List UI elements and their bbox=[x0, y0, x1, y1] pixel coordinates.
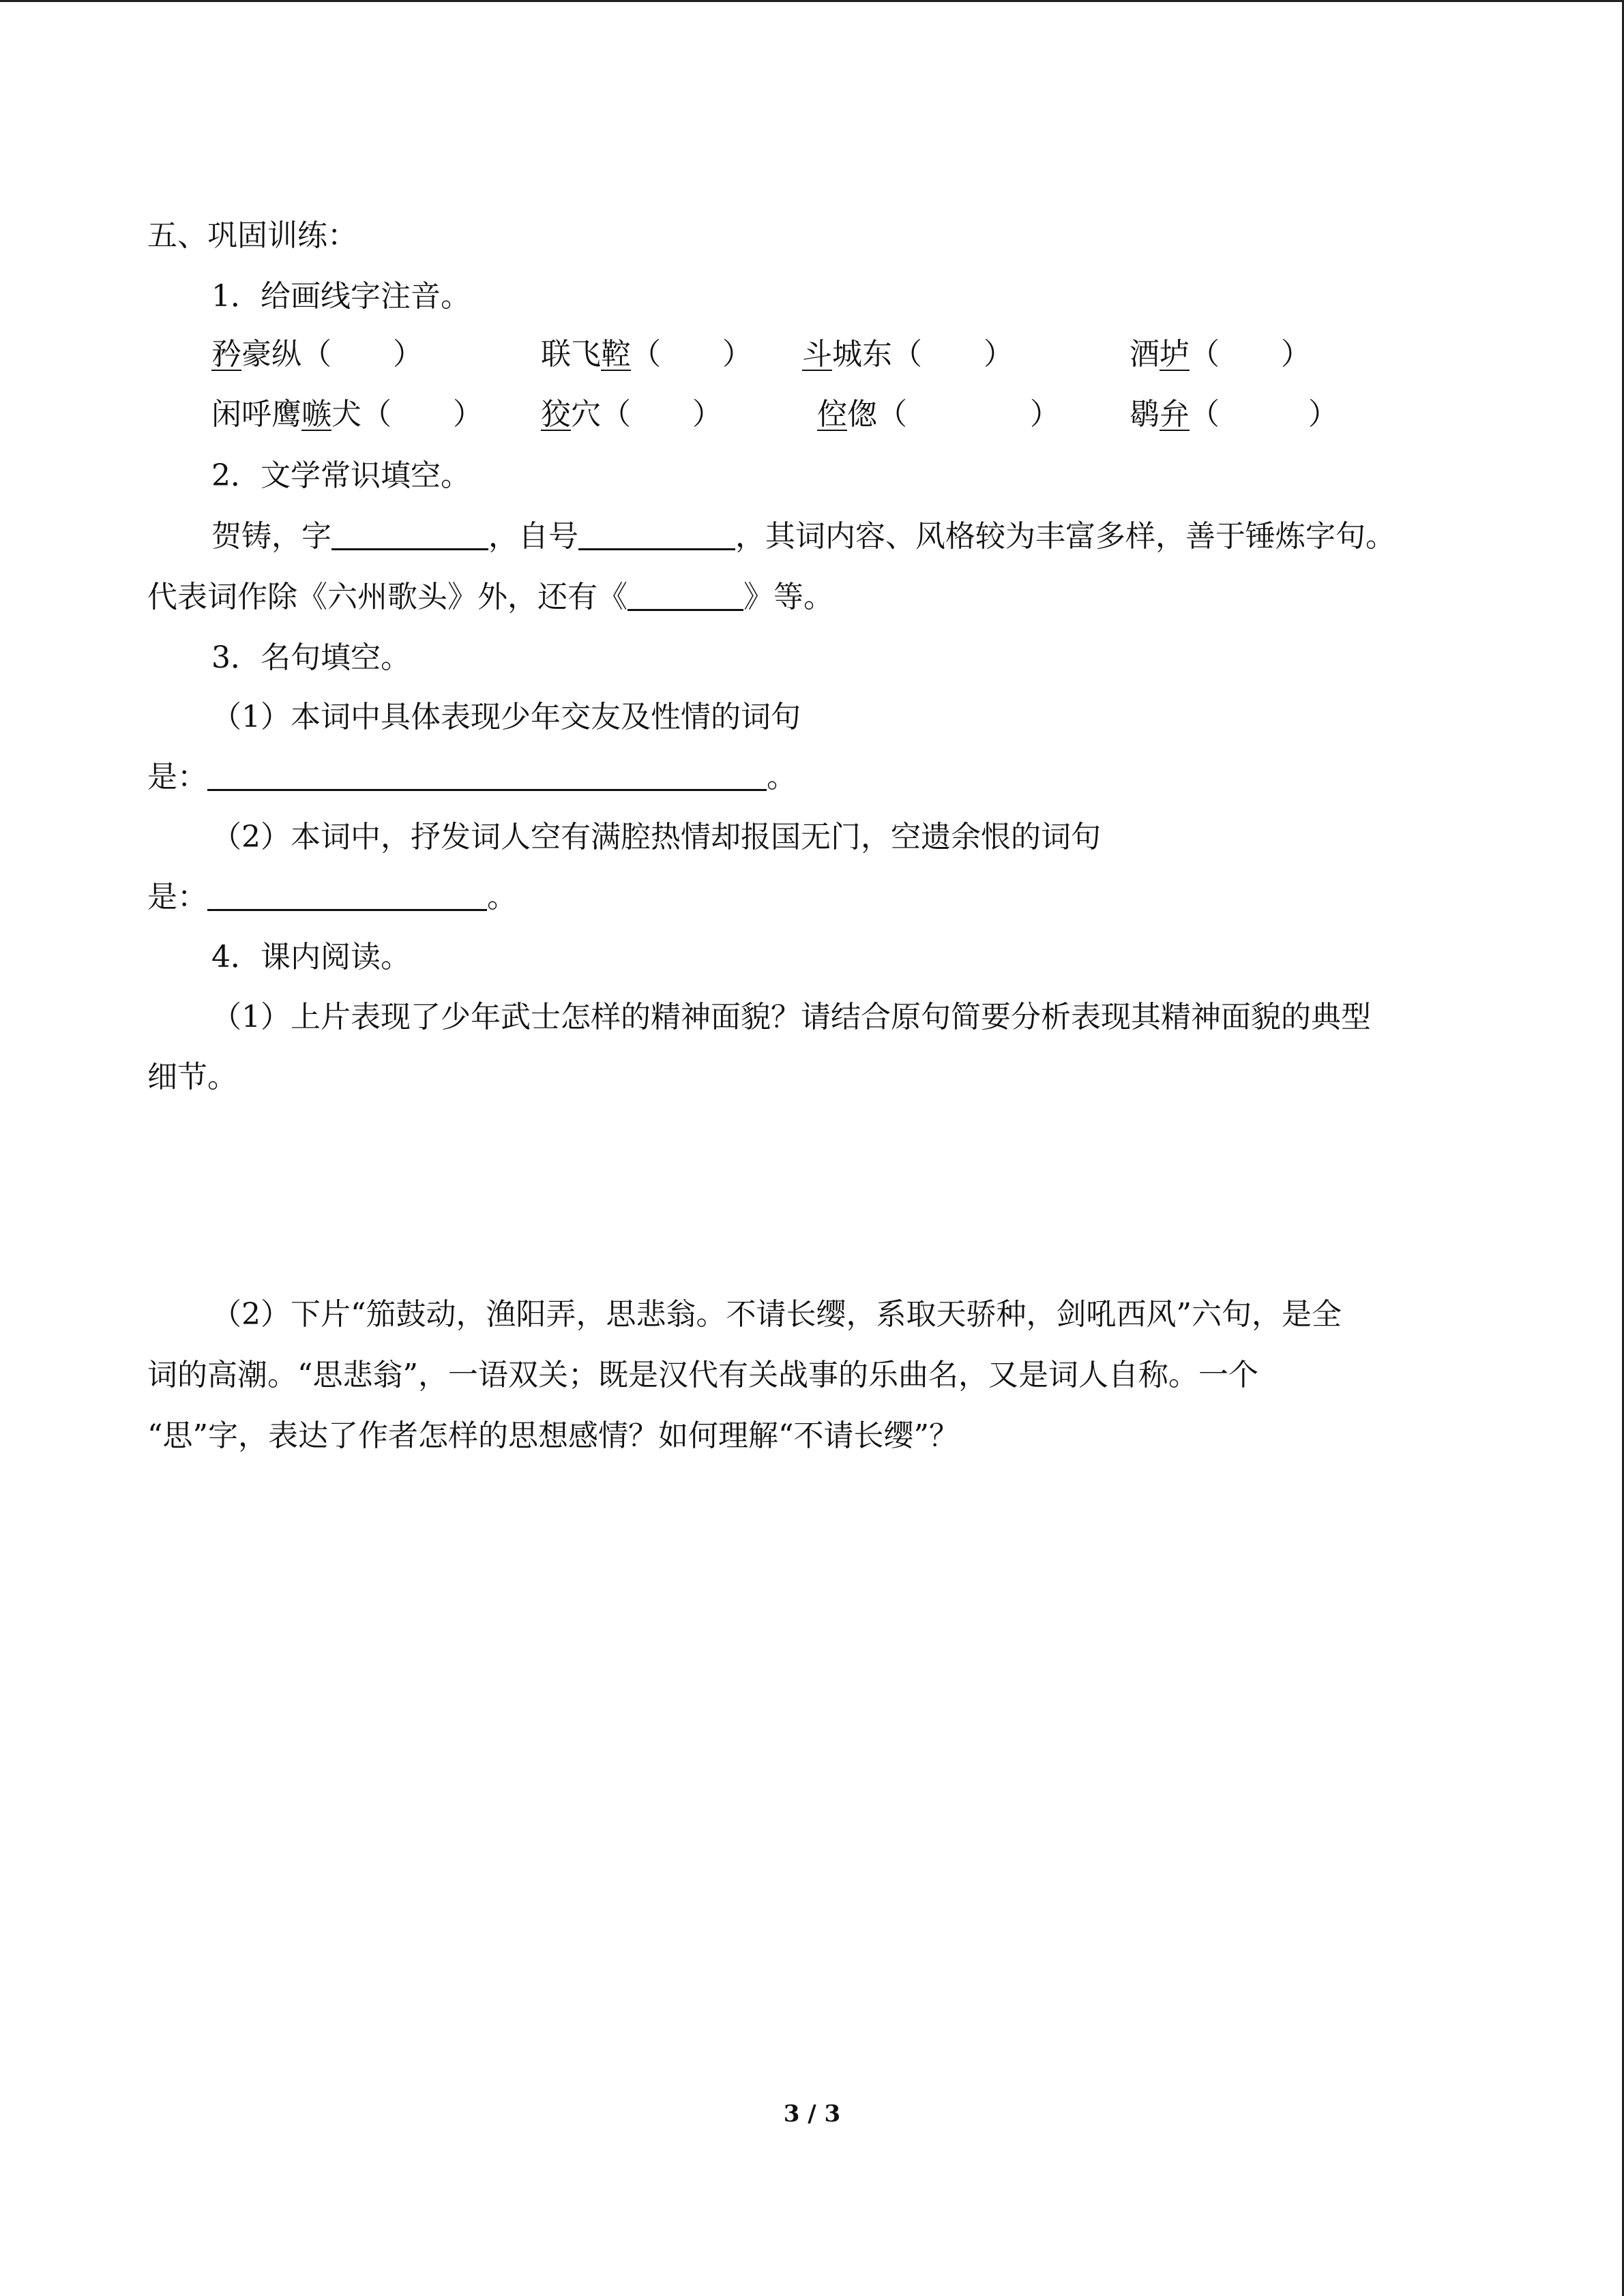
paren-close: ） bbox=[453, 397, 483, 432]
q4-sub2-line1: （2）下片“笳鼓动，渔阳弄，思悲翁。不请长缨，系取天骄种，剑吼西风”六句，是全 bbox=[211, 1297, 1342, 1332]
underlined-char: 鞚 bbox=[601, 337, 631, 372]
q2-text: ，自号 bbox=[488, 519, 578, 554]
paren-open: （ bbox=[601, 397, 631, 432]
q4-sub2-line3: “思”字，表达了作者怎样的思想感情？如何理解“不请长缨”？ bbox=[147, 1418, 959, 1453]
item-text: 穴 bbox=[571, 397, 601, 432]
paren-open: （ bbox=[877, 397, 907, 432]
answer-blank[interactable] bbox=[207, 758, 767, 791]
paren-open: （ bbox=[301, 337, 331, 372]
q3-title: 3．名句填空。 bbox=[211, 640, 411, 675]
item-text: 偬 bbox=[847, 397, 877, 432]
paren-open: （ bbox=[361, 397, 392, 432]
underlined-char: 倥 bbox=[817, 397, 847, 432]
underlined-char: 斗 bbox=[802, 337, 832, 372]
pinyin-item bbox=[817, 394, 1060, 435]
paren-close: ） bbox=[1281, 337, 1311, 372]
q3-sub1-answer bbox=[147, 757, 797, 798]
page-number: 3 / 3 bbox=[783, 2100, 841, 2128]
q4-sub1-line2: 细节。 bbox=[147, 1060, 237, 1094]
q2-text: 贺铸，字 bbox=[211, 519, 331, 554]
q2-title: 2．文学常识填空。 bbox=[211, 458, 471, 493]
q4-sub2-line2: 词的高潮。“思悲翁”，一语双关；既是汉代有关战事的乐曲名，又是词人自称。一个 bbox=[147, 1358, 1258, 1392]
answer-blank[interactable] bbox=[207, 878, 487, 911]
answer-blank[interactable] bbox=[578, 517, 735, 550]
paren-close: ） bbox=[722, 337, 752, 372]
page-top-border bbox=[0, 0, 1624, 2]
paren-close: ） bbox=[984, 337, 1014, 372]
answer-label: 是： bbox=[147, 760, 207, 794]
item-text: 豪纵 bbox=[241, 337, 301, 372]
answer-end: 。 bbox=[487, 880, 517, 914]
q4-sub1-line1: （1）上片表现了少年武士怎样的精神面貌？请结合原句简要分析表现其精神面貌的典型 bbox=[211, 1000, 1371, 1034]
q4-title: 4．课内阅读。 bbox=[211, 940, 411, 974]
paren-close: ） bbox=[1030, 397, 1060, 432]
answer-blank[interactable] bbox=[628, 578, 743, 611]
paren-open: （ bbox=[631, 337, 661, 372]
underlined-char: 垆 bbox=[1160, 337, 1190, 372]
paren-open: （ bbox=[892, 337, 922, 372]
q2-line2 bbox=[147, 577, 833, 618]
q2-text: ，其词内容、风格较为丰富多样，善于锤炼字句。 bbox=[735, 519, 1396, 554]
q3-sub2: （2）本词中，抒发词人空有满腔热情却报国无门，空遗余恨的词句 bbox=[211, 820, 1101, 854]
underlined-char: 嗾 bbox=[301, 397, 331, 432]
item-text: 联飞 bbox=[541, 337, 601, 372]
pinyin-item bbox=[211, 394, 483, 435]
pinyin-item bbox=[541, 394, 722, 435]
item-text: 城东 bbox=[832, 337, 892, 372]
q1-title: 1．给画线字注音。 bbox=[211, 279, 471, 314]
pinyin-item bbox=[1130, 394, 1338, 435]
item-text: 犬 bbox=[331, 397, 361, 432]
section-title: 五、巩固训练： bbox=[147, 218, 357, 253]
pinyin-item bbox=[211, 334, 423, 375]
paren-close: ） bbox=[692, 397, 722, 432]
q2-text: 代表词作除《六州歌头》外，还有《 bbox=[147, 580, 628, 614]
paren-open: （ bbox=[1190, 337, 1220, 372]
paren-close: ） bbox=[1308, 397, 1338, 432]
underlined-char: 弁 bbox=[1160, 397, 1190, 432]
answer-blank[interactable] bbox=[331, 517, 488, 550]
answer-label: 是： bbox=[147, 880, 207, 914]
q2-line1 bbox=[211, 516, 1396, 557]
q3-sub1: （1）本词中具体表现少年交友及性情的词句 bbox=[211, 700, 801, 734]
pinyin-item bbox=[802, 334, 1014, 375]
paren-open: （ bbox=[1190, 397, 1220, 432]
underlined-char: 矜 bbox=[211, 337, 241, 372]
answer-end: 。 bbox=[767, 760, 797, 794]
q2-text: 》等。 bbox=[743, 580, 833, 614]
underlined-char: 狡 bbox=[541, 397, 571, 432]
pinyin-item bbox=[541, 334, 752, 375]
q3-sub2-answer bbox=[147, 877, 517, 918]
pinyin-item bbox=[1130, 334, 1311, 375]
item-text: 酒 bbox=[1130, 337, 1160, 372]
item-text: 鹖 bbox=[1130, 397, 1160, 432]
item-text: 闲呼鹰 bbox=[211, 397, 301, 432]
paren-close: ） bbox=[393, 337, 423, 372]
